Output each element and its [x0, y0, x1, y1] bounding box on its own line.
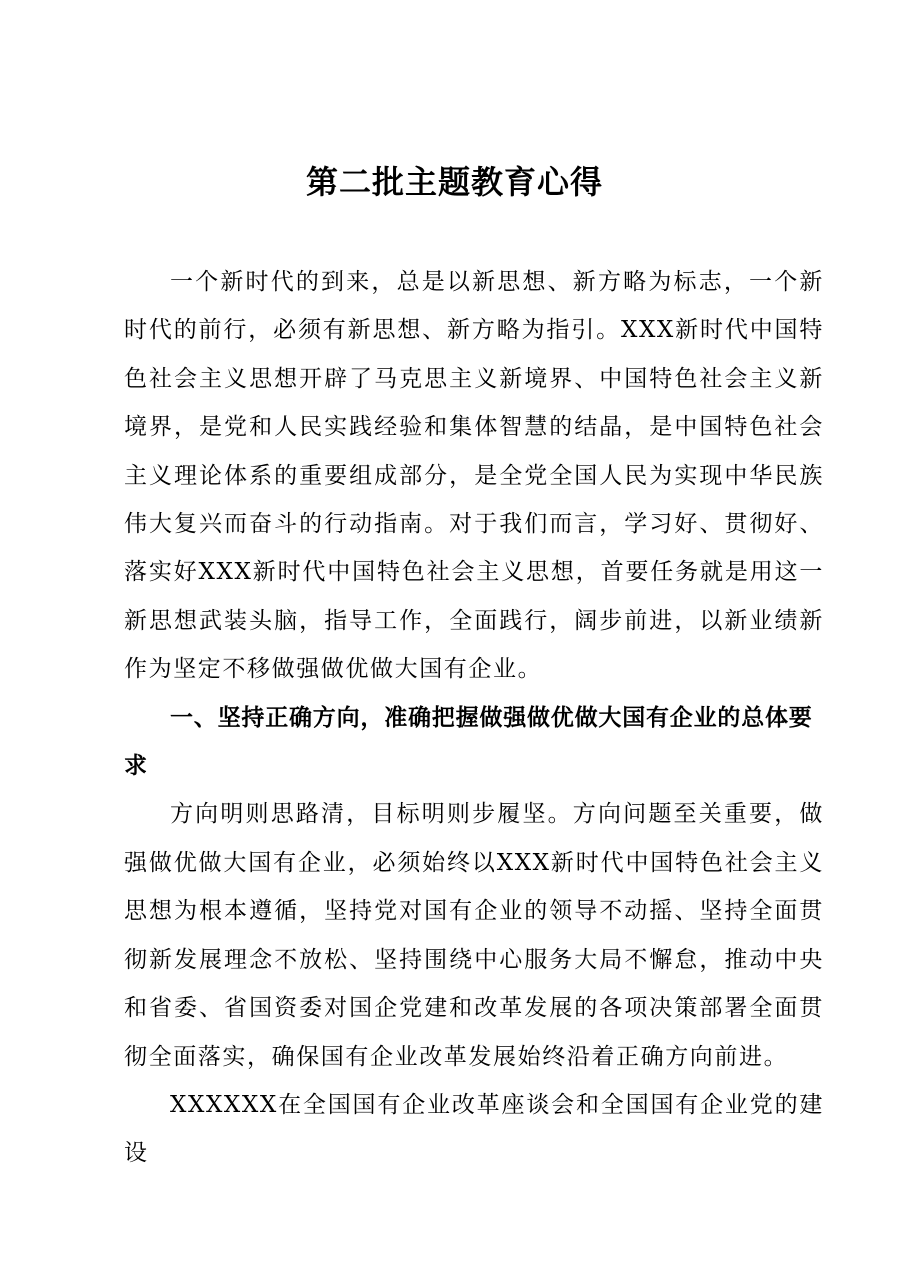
paragraph-direction: 方向明则思路清，目标明则步履坚。方向问题至关重要，做强做优做大国有企业，必须始终以XXX新时代中国特色社会主义思想为根本遵循，坚持党对国有企业的领导不动摇、坚持全面贯彻新发展理念不放松、坚持围绕中心服务大局不懈怠，推动中央和省委、省国资委对国企党建和改革发展的各项决策部署全面贯彻全面落实，确保国有企业改革发展始终沿着正确方向前进。: [124, 801, 824, 1070]
paragraph-continued: XXXXXX在全国国有企业改革座谈会和全国国有企业党的建设: [124, 1091, 824, 1167]
paragraph-intro: 一个新时代的到来，总是以新思想、新方略为标志，一个新时代的前行，必须有新思想、新方略为指引。XXX新时代中国特色社会主义思想开辟了马克思主义新境界、中国特色社会主义新境界，是党和人民实践经验和集体智慧的结晶，是中国特色社会主义理论体系的重要组成部分，是全党全国人民为实现中华民族伟大复兴而奋斗的行动指南。对于我们而言，学习好、贯彻好、落实好XXX新时代中国特色社会主义思想，首要任务就是用这一新思想武装头脑，指导工作，全面践行，阔步前进，以新业绩新作为坚定不移做强做优做大国有企业。: [124, 269, 824, 683]
document-title: 第二批主题教育心得: [305, 163, 603, 201]
document-body: [124, 258, 824, 1178]
section-heading-1: 一、坚持正确方向，准确把握做强做优做大国有企业的总体要求: [124, 704, 813, 780]
